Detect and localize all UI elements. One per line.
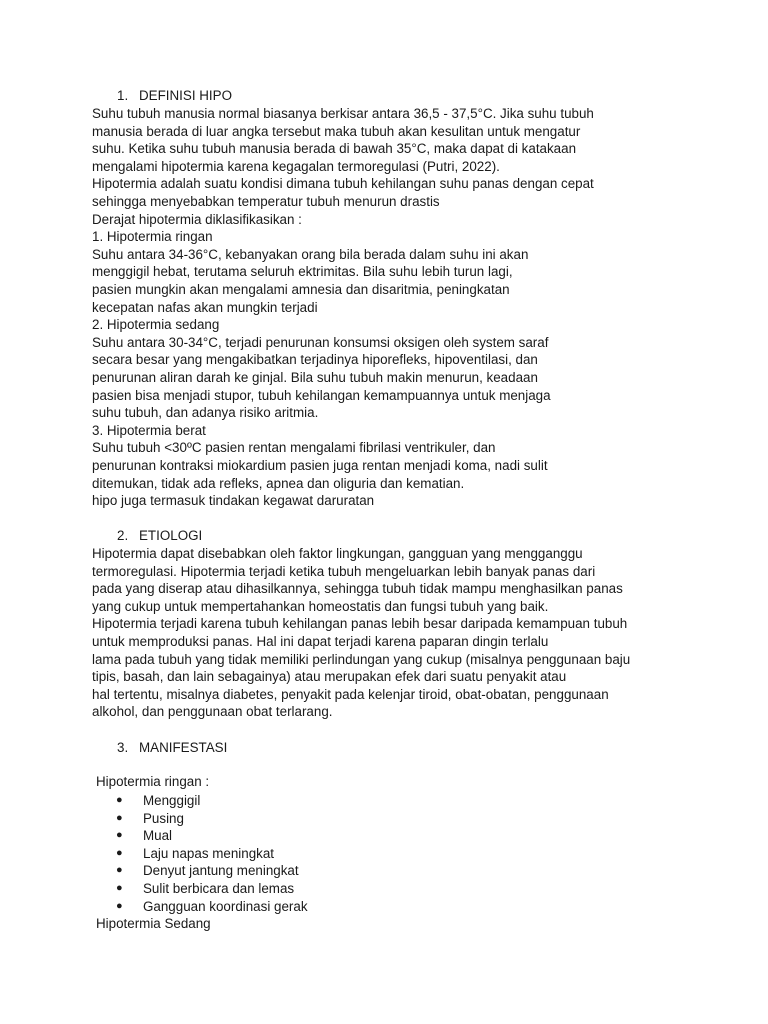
paragraph-line: Suhu antara 30-34°C, terjadi penurunan konsumsi oksigen oleh system saraf (92, 334, 549, 350)
paragraph-line: penurunan aliran darah ke ginjal. Bila suhu tubuh makin menurun, keadaan (92, 370, 538, 385)
paragraph-line: yang cukup untuk mempertahankan homeostatis dan fungsi tubuh yang baik. (92, 598, 549, 614)
paragraph-line: lama pada tubuh yang tidak memiliki perlindungan yang cukup (misalnya penggunaan baju (92, 651, 631, 667)
section-number: 3. (117, 740, 129, 755)
section-title: ETIOLOGI (139, 528, 203, 543)
manifestasi-next-subheading: Hipotermia Sedang (96, 916, 211, 932)
manifestasi-subheading: Hipotermia ringan : (96, 774, 210, 789)
paragraph-line: secara besar yang mengakibatkan terjadinya hiporefleks, hipoventilasi, dan (92, 352, 538, 368)
section-number: 2. (117, 528, 129, 543)
paragraph-line: Suhu tubuh manusia normal biasanya berkisar antara 36,5 - 37,5°C. Jika suhu tubuh (92, 106, 594, 121)
subheading-line: 1. Hipotermia ringan (92, 229, 213, 245)
paragraph-line: suhu. Ketika suhu tubuh manusia berada di bawah 35°C, maka dapat di katakaan (92, 141, 577, 157)
bullet-icon: ● (116, 899, 123, 912)
bullet-icon: ● (116, 794, 123, 806)
paragraph-line: menggigil hebat, terutama seluruh ektrimitas. Bila suhu lebih turun lagi, (92, 264, 513, 280)
section-title: DEFINISI HIPO (139, 88, 233, 103)
paragraph-line: mengalami hipotermia karena kegagalan termoregulasi (Putri, 2022). (92, 158, 500, 174)
bullet-icon: ● (116, 882, 123, 894)
paragraph-line: Hipotermia adalah suatu kondisi dimana tubuh kehilangan suhu panas dengan cepat (92, 176, 594, 192)
paragraph-line: alkohol, dan penggunaan obat terlarang. (92, 704, 333, 720)
section-number: 1. (117, 88, 129, 103)
paragraph-line: hipo juga termasuk tindakan kegawat daruratan (92, 493, 375, 509)
bullet-icon: ● (116, 829, 123, 842)
paragraph-line: untuk memproduksi panas. Hal ini dapat terjadi karena paparan dingin terlalu (92, 634, 549, 649)
subheading-line: 2. Hipotermia sedang (92, 317, 220, 333)
paragraph-line: Hipotermia terjadi karena tubuh kehilangan panas lebih besar daripada kemampuan tubuh (92, 616, 628, 632)
bullet-icon: ● (116, 864, 123, 877)
list-item-text: Denyut jantung meningkat (143, 863, 299, 879)
paragraph-line: penurunan kontraksi miokardium pasien juga rentan menjadi koma, nadi sulit (92, 458, 548, 473)
paragraph-line: manusia berada di luar angka tersebut maka tubuh akan kesulitan untuk mengatur (92, 123, 581, 139)
list-item-text: Sulit berbicara dan lemas (143, 881, 295, 896)
list-item-text: Menggigil (143, 793, 201, 808)
list-item-text: Mual (143, 828, 173, 844)
paragraph-line: Derajat hipotermia diklasifikasikan : (92, 211, 302, 227)
paragraph-line: Suhu tubuh <30ºC pasien rentan mengalami fibrilasi ventrikuler, dan (92, 440, 496, 456)
paragraph-line: pada yang diserap atau dihasilkannya, sehingga tubuh tidak mampu menghasilkan panas (92, 581, 623, 597)
bullet-icon: ● (116, 846, 123, 859)
paragraph-line: hal tertentu, misalnya diabetes, penyakit pada kelenjar tiroid, obat-obatan, penggunaan (92, 686, 609, 702)
paragraph-line: sehingga menyebabkan temperatur tubuh menurun drastis (92, 194, 440, 209)
paragraph-line: kecepatan nafas akan mungkin terjadi (92, 299, 318, 315)
section-title: MANIFESTASI (139, 740, 228, 755)
bullet-icon: ● (116, 811, 123, 824)
list-item-text: Gangguan koordinasi gerak (143, 898, 308, 914)
paragraph-line: Hipotermia dapat disebabkan oleh faktor lingkungan, gangguan yang mengganggu (92, 546, 583, 561)
paragraph-line: tipis, basah, dan lain sebagainya) atau merupakan efek dari suatu penyakit atau (92, 669, 567, 685)
list-item-text: Pusing (143, 810, 184, 826)
paragraph-line: ditemukan, tidak ada refleks, apnea dan oliguria dan kematian. (92, 475, 465, 491)
subheading-line: 3. Hipotermia berat (92, 422, 206, 438)
paragraph-line: pasien bisa menjadi stupor, tubuh kehilangan kemampuannya untuk menjaga (92, 387, 551, 403)
list-item-text: Laju napas meningkat (143, 845, 275, 861)
paragraph-line: termoregulasi. Hipotermia terjadi ketika tubuh mengeluarkan lebih banyak panas dari (92, 563, 596, 579)
paragraph-line: suhu tubuh, dan adanya risiko aritmia. (92, 405, 319, 421)
paragraph-line: Suhu antara 34-36°C, kebanyakan orang bila berada dalam suhu ini akan (92, 246, 529, 262)
paragraph-line: pasien mungkin akan mengalami amnesia dan disaritmia, peningkatan (92, 282, 510, 297)
